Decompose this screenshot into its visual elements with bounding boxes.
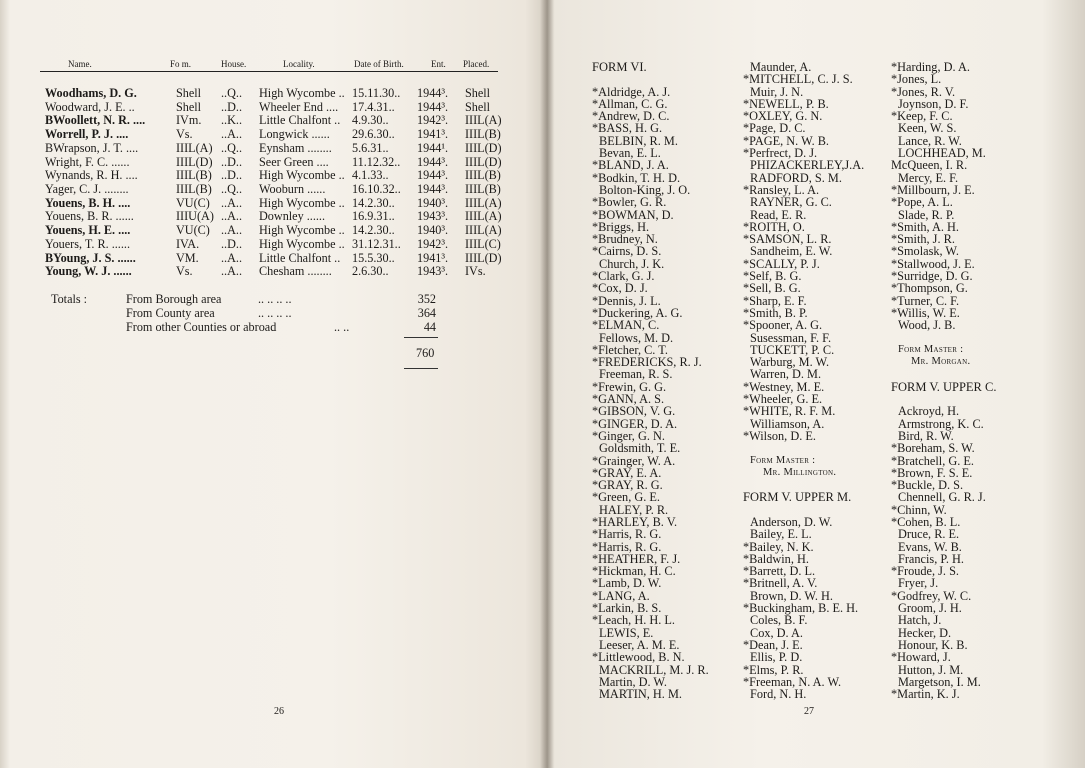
pupil-entry: 1941³. xyxy=(417,127,449,142)
pupil-list-item: Druce, R. E. xyxy=(898,527,960,542)
pupil-name: BYoung, J. S. ...... xyxy=(45,250,136,265)
pupil-house: ..A.. xyxy=(221,127,242,142)
pupil-list-item: *MITCHELL, C. J. S. xyxy=(743,72,853,87)
pupil-list-item: TUCKETT, P. C. xyxy=(750,342,835,357)
pupil-list-item: Evans, W. B. xyxy=(898,539,962,554)
pupil-list-item: *GINGER, D. A. xyxy=(592,416,678,431)
pupil-list-item: Brown, D. W. H. xyxy=(750,588,834,603)
pupil-name: Wynands, R. H. .... xyxy=(45,168,138,183)
pupil-name: Youers, T. R. ...... xyxy=(45,236,130,251)
pupil-list-item: Susessman, F. F. xyxy=(750,330,832,345)
pupil-list-item: *Cox, D. J. xyxy=(592,281,648,296)
pupil-form: IIIL(D) xyxy=(176,154,213,169)
pupil-list-item: Bolton-King, J. O. xyxy=(599,182,691,197)
header-placed: Placed. xyxy=(463,59,490,69)
pupil-list-item: *Dean, J. E. xyxy=(743,637,803,652)
pupil-list-item: *LANG, A. xyxy=(592,588,650,603)
pupil-list-item: *Allman, C. G. xyxy=(592,96,668,111)
pupil-list-item: *Frewin, G. G. xyxy=(592,379,667,394)
pupil-list-item: McQueen, I. R. xyxy=(891,158,968,173)
pupil-list-item: Lance, R. W. xyxy=(898,133,962,148)
pupil-list-item: *Harding, D. A. xyxy=(891,60,970,74)
form-master-line: Mr. Morgan. xyxy=(911,356,971,368)
pupil-list-item: *GRAY, R. G. xyxy=(592,478,663,493)
pupil-dob: 14.2.30.. xyxy=(352,223,395,238)
pupil-list-item: *Chinn, W. xyxy=(891,502,947,517)
pupil-house: ..A.. xyxy=(221,195,242,210)
column-form-vi xyxy=(592,61,709,700)
pupil-name: Woodward, J. E. .. xyxy=(45,99,135,114)
pupil-list-item: *Smith, A. H. xyxy=(891,219,959,234)
pupil-list-item: *Larkin, B. S. xyxy=(592,601,662,616)
pupil-list-item: BELBIN, R. M. xyxy=(599,133,678,148)
pupil-list-item: LEWIS, E. xyxy=(599,625,654,640)
header-dob: Date of Birth. xyxy=(354,59,404,69)
pupil-list-item: *WHITE, R. F. M. xyxy=(743,404,836,419)
pupil-dob: 16.9.31.. xyxy=(352,209,395,224)
pupil-list-item: Bevan, E. L. xyxy=(599,146,661,161)
pupil-list-item: Hecker, D. xyxy=(898,625,952,640)
pupil-list-item: Coles, B. F. xyxy=(750,613,808,628)
pupil-list-item: *Martin, K. J. xyxy=(891,687,960,702)
pupil-list-item: *Littlewood, B. N. xyxy=(592,650,685,665)
pupil-entry: 1940³. xyxy=(417,195,449,210)
pupil-form: IVA. xyxy=(176,236,200,251)
pupil-list-item: Anderson, D. W. xyxy=(750,514,833,529)
totals-row-label: From other Counties or abroad xyxy=(126,320,277,334)
pupil-locality: High Wycombe .. xyxy=(259,223,345,238)
pupil-list-item: *Ginger, G. N. xyxy=(592,428,665,443)
pupil-placed: IIIL(C) xyxy=(465,236,501,251)
form-heading: FORM V. UPPER M. xyxy=(743,490,852,505)
pupil-list-item: *Green, G. E. xyxy=(592,490,660,505)
pupil-house: ..A.. xyxy=(221,264,242,279)
pupil-list-item: *Fletcher, C. T. xyxy=(592,342,668,357)
pupil-list-item: *Freeman, N. A. W. xyxy=(743,674,842,689)
pupil-placed: IIIL(A) xyxy=(465,209,502,224)
pupil-dob: 16.10.32.. xyxy=(352,182,401,197)
pupil-name: Wright, F. C. ...... xyxy=(45,154,130,169)
pupil-list-item: *Self, B. G. xyxy=(743,269,802,284)
pupil-name: Yager, C. J. ........ xyxy=(45,182,129,197)
pupil-list-item: *SAMSON, L. R. xyxy=(743,232,832,247)
pupil-list-item: Ackroyd, H. xyxy=(898,404,960,419)
pupil-list-item: Church, J. K. xyxy=(599,256,665,271)
pupil-house: ..Q.. xyxy=(221,182,242,197)
pupil-list-item: Muir, J. N. xyxy=(750,84,804,99)
pupil-list-item: *Bowler, G. R. xyxy=(592,195,667,210)
grand-total: 760 xyxy=(416,346,435,360)
pupil-house: ..Q.. xyxy=(221,140,242,155)
pupil-entry: 1944³. xyxy=(417,99,449,114)
pupil-house: ..K.. xyxy=(221,113,242,128)
pupil-list-item: *Bratchell, G. E. xyxy=(891,453,974,468)
book-gutter xyxy=(540,0,554,768)
pupil-list-item: *Perfrect, D. J. xyxy=(743,146,818,161)
pupil-entry: 1942³. xyxy=(417,236,449,251)
pupil-list-item: *Ransley, L. A. xyxy=(743,182,820,197)
pupil-list-item: *Jones, R. V. xyxy=(891,84,956,99)
totals-row-dots: .. .. .. .. xyxy=(258,292,292,306)
header-ent: Ent. xyxy=(431,59,446,69)
totals-row-value: 364 xyxy=(417,306,436,320)
pupil-list-item: *HEATHER, F. J. xyxy=(592,551,681,566)
pupil-list-item: *Cairns, D. S. xyxy=(592,244,662,259)
pupil-list-item: Hatch, J. xyxy=(898,613,942,628)
pupil-list-item: *Wheeler, G. E. xyxy=(743,392,823,407)
pupil-dob: 15.5.30.. xyxy=(352,250,395,265)
pupil-placed: Shell xyxy=(465,86,491,100)
totals-rule-bottom xyxy=(404,368,438,369)
pupil-list-item: Joynson, D. F. xyxy=(898,96,969,111)
pupil-list-item: *Harris, R. G. xyxy=(592,539,662,554)
pupil-list-item: Cox, D. A. xyxy=(750,625,803,640)
pupil-list-item: *Grainger, W. A. xyxy=(592,453,676,468)
totals-row-dots: .. .. xyxy=(334,320,350,334)
pupil-list-item: Margetson, I. M. xyxy=(898,674,981,689)
totals-label: Totals : xyxy=(51,292,88,306)
pupil-list-item: *Bodkin, T. H. D. xyxy=(592,170,681,185)
pupil-list-item: Fellows, M. D. xyxy=(599,330,674,345)
pupil-house: ..D.. xyxy=(221,154,242,169)
pupil-list-item: *Keep, F. C. xyxy=(891,109,953,124)
pupil-list-item: *Duckering, A. G. xyxy=(592,305,683,320)
pupil-list-item: Mercy, E. F. xyxy=(898,170,959,185)
pupil-list-item: *Page, D. C. xyxy=(743,121,806,136)
pupil-list-item: *BLAND, J. A. xyxy=(592,158,669,173)
pupil-placed: IIIL(D) xyxy=(465,154,502,169)
pupil-name: Youens, B. R. ...... xyxy=(45,209,134,224)
pupil-house: ..D.. xyxy=(221,236,242,251)
totals-row-dots: .. .. .. .. xyxy=(258,306,292,320)
form-master-line: Form Master : xyxy=(898,343,964,355)
pupil-list-item: *Dennis, J. L. xyxy=(592,293,661,308)
pupil-placed: IIIL(B) xyxy=(465,168,501,183)
pupil-entry: 1943³. xyxy=(417,209,449,224)
pupil-list-item: Ellis, P. D. xyxy=(750,650,803,665)
header-locality: Locality. xyxy=(283,59,315,69)
pupil-list-item: *NEWELL, P. B. xyxy=(743,96,829,111)
pupil-list-item: RAYNER, G. C. xyxy=(750,195,832,210)
pupil-list-item: MACKRILL, M. J. R. xyxy=(599,662,709,677)
pupil-house: ..A.. xyxy=(221,250,242,265)
pupil-list-item: *Sell, B. G. xyxy=(743,281,801,296)
pupil-list-item: *Clark, G. J. xyxy=(592,269,655,284)
pupil-list-item: *Lamb, D. W. xyxy=(592,576,662,591)
pupil-locality: Chesham ........ xyxy=(259,264,332,279)
pupil-list-item: *SCALLY, P. J. xyxy=(743,256,820,271)
pupil-list-item: Freeman, R. S. xyxy=(599,367,673,382)
pupil-list-item: RADFORD, S. M. xyxy=(750,170,842,185)
form-master-line: Form Master : xyxy=(750,454,816,466)
pupil-list-item: *Baldwin, H. xyxy=(743,551,809,566)
pupil-list-item: Read, E. R. xyxy=(750,207,807,222)
pupil-dob: 4.1.33.. xyxy=(352,168,389,183)
pupil-placed: IIIL(D) xyxy=(465,250,502,265)
form-heading: FORM VI. xyxy=(592,60,647,74)
pupil-list-item: Keen, W. S. xyxy=(898,121,957,136)
header-house: House. xyxy=(221,59,247,69)
pupil-list-item: *ELMAN, C. xyxy=(592,318,660,333)
pupil-form: VU(C) xyxy=(176,195,210,210)
pupil-list-item: Warburg, M. W. xyxy=(750,355,830,370)
pupil-dob: 2.6.30.. xyxy=(352,264,389,279)
pupil-list-item: *Westney, M. E. xyxy=(743,379,825,394)
pupil-list-item: *GANN, A. S. xyxy=(592,392,665,407)
pupil-locality: High Wycombe .. xyxy=(259,236,345,251)
spacer xyxy=(743,442,864,454)
pupil-entry: 1944³. xyxy=(417,154,449,169)
header-name: Name. xyxy=(68,59,92,69)
pupil-form: Shell xyxy=(176,99,202,114)
pupil-list-item: Warren, D. M. xyxy=(750,367,822,382)
pupil-form: Shell xyxy=(176,86,202,100)
pupil-list-item: *Buckle, D. S. xyxy=(891,478,964,493)
pupil-list-item: *Pope, A. L. xyxy=(891,195,953,210)
pupil-list-item: *Willis, W. E. xyxy=(891,305,960,320)
pupil-list-item: MARTIN, H. M. xyxy=(599,687,682,702)
pupil-entry: 1944³. xyxy=(417,182,449,197)
pupil-list-item: *Smith, J. R. xyxy=(891,232,955,247)
pupil-list-item: *Surridge, D. G. xyxy=(891,269,973,284)
pupil-locality: Downley ...... xyxy=(259,209,326,224)
pupil-form: IVm. xyxy=(176,113,202,128)
pupil-list-item: *GIBSON, V. G. xyxy=(592,404,676,419)
pupil-list-item: Slade, R. P. xyxy=(898,207,955,222)
pupil-locality: High Wycombe .. xyxy=(259,195,345,210)
pupil-list-item: *Smolask, W. xyxy=(891,244,959,259)
pupil-list-item: Hutton, J. M. xyxy=(898,662,964,677)
pupil-dob: 4.9.30.. xyxy=(352,113,389,128)
pupil-placed: IIIL(A) xyxy=(465,195,502,210)
pupil-list-item: *Brudney, N. xyxy=(592,232,658,247)
pupil-list-item: *OXLEY, G. N. xyxy=(743,109,823,124)
pupil-name: Worrell, P. J. .... xyxy=(45,127,129,142)
pupil-placed: IIIL(A) xyxy=(465,113,502,128)
pupil-house: ..A.. xyxy=(221,209,242,224)
pupil-list-item: HALEY, P. R. xyxy=(599,502,669,517)
pupil-list-item: *Briggs, H. xyxy=(592,219,650,234)
pupil-dob: 14.2.30.. xyxy=(352,195,395,210)
pupil-list-item: *Boreham, S. W. xyxy=(891,441,975,456)
pupil-placed: IIIL(B) xyxy=(465,127,501,142)
pupil-locality: Longwick ...... xyxy=(259,127,330,142)
pupil-name: Woodhams, D. G. xyxy=(45,86,137,100)
pupil-list-item: *Froude, J. S. xyxy=(891,564,959,579)
pupil-entry: 1944³. xyxy=(417,86,449,100)
pupil-list-item: Goldsmith, T. E. xyxy=(599,441,681,456)
pupil-name: Youens, H. E. .... xyxy=(45,223,131,238)
pupil-house: ..Q.. xyxy=(221,86,242,100)
pupil-entry: 1943³. xyxy=(417,264,449,279)
pupil-list-item: *BASS, H. G. xyxy=(592,121,663,136)
pupil-entry: 1944³. xyxy=(417,168,449,183)
pupil-list-item: *Stallwood, J. E. xyxy=(891,256,975,271)
pupil-list-item: *ROITH, O. xyxy=(743,219,805,234)
pupil-list-item: Wood, J. B. xyxy=(898,318,956,333)
pupil-entry: 1941³. xyxy=(417,250,449,265)
pupil-list-item: Armstrong, K. C. xyxy=(898,416,984,431)
form-master-line: Mr. Millington. xyxy=(763,466,837,478)
pupil-form: IIIL(B) xyxy=(176,168,212,183)
pupil-list-item: *Cohen, B. L. xyxy=(891,514,961,529)
totals-row-label: From County area xyxy=(126,306,215,320)
pupil-form: VU(C) xyxy=(176,223,210,238)
pupil-list-item: PHIZACKERLEY,J.A. xyxy=(750,158,865,173)
pupil-locality: Seer Green .... xyxy=(259,154,329,169)
pupil-list-item: *Andrew, D. C. xyxy=(592,109,670,124)
pupil-list-item: Bailey, E. L. xyxy=(750,527,812,542)
pupil-form: IIIU(A) xyxy=(176,209,214,224)
pupil-locality: Wheeler End .... xyxy=(259,99,339,114)
pupil-dob: 17.4.31.. xyxy=(352,99,395,114)
pupil-list-item: Maunder, A. xyxy=(750,60,812,74)
header-rule xyxy=(40,71,498,72)
pupil-list-item: Fryer, J. xyxy=(898,576,939,591)
page-number-right: 27 xyxy=(804,706,814,717)
totals-row-value: 352 xyxy=(417,292,436,306)
pupil-placed: IIIL(D) xyxy=(465,140,502,155)
pupil-entry: 1942³. xyxy=(417,113,449,128)
totals-row-value: 44 xyxy=(423,320,436,334)
pupil-house: ..A.. xyxy=(221,223,242,238)
pupil-list-item: Sandheim, E. W. xyxy=(750,244,833,259)
pupil-list-item: Honour, K. B. xyxy=(898,637,968,652)
pupil-locality: High Wycombe .. xyxy=(259,86,345,100)
pupil-list-item: *BOWMAN, D. xyxy=(592,207,674,222)
pupil-placed: Shell xyxy=(465,99,491,114)
pupil-list-item: Chennell, G. R. J. xyxy=(898,490,986,505)
pupil-list-item: *Spooner, A. G. xyxy=(743,318,823,333)
pupil-locality: Eynsham ........ xyxy=(259,140,332,155)
pupil-list-item: *Smith, B. P. xyxy=(743,305,808,320)
pupil-list-item: Martin, D. W. xyxy=(599,674,667,689)
spacer xyxy=(891,332,997,344)
column-right xyxy=(891,61,997,700)
pupil-list-item: *Wilson, D. E. xyxy=(743,428,816,443)
pupil-locality: Little Chalfont .. xyxy=(259,250,341,265)
pupil-name: BWrapson, J. T. .... xyxy=(45,140,139,155)
column-middle xyxy=(743,61,864,700)
pupil-dob: 31.12.31.. xyxy=(352,236,401,251)
pupil-list-item: Ford, N. H. xyxy=(750,687,807,702)
pupil-list-item: *Jones, L. xyxy=(891,72,942,87)
pupil-house: ..D.. xyxy=(221,99,242,114)
totals-rule-top xyxy=(404,337,438,338)
pupil-list-item: *Leach, H. H. L. xyxy=(592,613,675,628)
pupil-list-item: *Buckingham, B. E. H. xyxy=(743,601,859,616)
pupil-list-item: *HARLEY, B. V. xyxy=(592,514,678,529)
pupil-dob: 5.6.31.. xyxy=(352,140,389,155)
pupil-placed: IIIL(A) xyxy=(465,223,502,238)
pupil-list-item: *Elms, P. R. xyxy=(743,662,804,677)
pupil-house: ..D.. xyxy=(221,168,242,183)
pupil-name: BWoollett, N. R. .... xyxy=(45,113,146,128)
pupil-list-item: *Howard, J. xyxy=(891,650,951,665)
pupil-form: Vs. xyxy=(176,264,193,279)
pupil-list-item: *PAGE, N. W. B. xyxy=(743,133,829,148)
pupil-list-item: *Turner, C. F. xyxy=(891,293,960,308)
pupil-list-item: *Britnell, A. V. xyxy=(743,576,818,591)
pupil-list-item: *Aldridge, A. J. xyxy=(592,84,671,99)
totals-row-label: From Borough area xyxy=(126,292,222,306)
pupil-locality: Wooburn ...... xyxy=(259,182,326,197)
spacer xyxy=(592,73,709,85)
pupil-list-item: Francis, P. H. xyxy=(898,551,964,566)
pupil-list-item: Groom, J. H. xyxy=(898,601,962,616)
pupil-form: Vs. xyxy=(176,127,193,142)
pupil-list-item: *Godfrey, W. C. xyxy=(891,588,972,603)
pupil-list-item: Leeser, A. M. E. xyxy=(599,637,680,652)
pupil-list-item: *FREDERICKS, R. J. xyxy=(592,355,702,370)
pupil-form: IIIL(B) xyxy=(176,182,212,197)
pupil-list-item: Bird, R. W. xyxy=(898,428,954,443)
pupil-form: IIIL(A) xyxy=(176,140,213,155)
spacer xyxy=(891,368,997,380)
pupil-list-item: *Thompson, G. xyxy=(891,281,968,296)
pupil-list-item: *Millbourn, J. E. xyxy=(891,182,975,197)
pupil-placed: IIIL(B) xyxy=(465,182,501,197)
pupil-form: VM. xyxy=(176,250,199,265)
pupil-name: Youens, B. H. .... xyxy=(45,195,131,210)
pupil-locality: Little Chalfont .. xyxy=(259,113,341,128)
pupil-locality: High Wycombe .. xyxy=(259,168,345,183)
pupil-list-item: *Barrett, D. L. xyxy=(743,564,816,579)
pupil-dob: 11.12.32.. xyxy=(352,154,401,169)
pupil-list-item: *Bailey, N. K. xyxy=(743,539,814,554)
page-number-left: 26 xyxy=(274,706,284,717)
pupil-list-item: *GRAY, E. A. xyxy=(592,465,662,480)
pupil-name: Young, W. J. ...... xyxy=(45,264,132,279)
pupil-list-item: *Sharp, E. F. xyxy=(743,293,807,308)
pupil-entry: 1940³. xyxy=(417,223,449,238)
pupil-list-item: LOCHHEAD, M. xyxy=(898,146,986,161)
pupil-placed: IVs. xyxy=(465,264,486,279)
pupil-entry: 1944¹. xyxy=(417,140,449,155)
pupil-list-item: *Harris, R. G. xyxy=(592,527,662,542)
pupil-list-item: Williamson, A. xyxy=(750,416,825,431)
pupil-dob: 15.11.30.. xyxy=(352,86,401,100)
pupil-dob: 29.6.30.. xyxy=(352,127,395,142)
form-heading: FORM V. UPPER C. xyxy=(891,379,997,394)
pupil-list-item: *Hickman, H. C. xyxy=(592,564,676,579)
header-form: Fo m. xyxy=(170,59,192,69)
pupil-list-item: *Brown, F. S. E. xyxy=(891,465,973,480)
